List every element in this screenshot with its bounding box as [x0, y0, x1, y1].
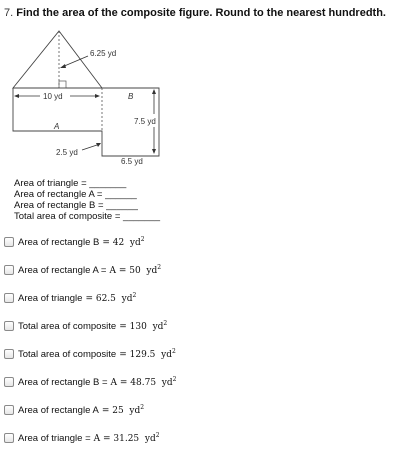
option-text: Total area of composite [18, 320, 117, 332]
option-value: A = 31.25 [93, 434, 140, 444]
option-value: A = 50 [109, 266, 141, 276]
checkbox[interactable] [4, 237, 14, 247]
option-text: Area of triangle = [18, 432, 91, 444]
option-text: Area of rectangle B = [18, 376, 108, 388]
exponent: 2 [132, 292, 137, 299]
option-unit: yd [152, 322, 164, 332]
option-value: A = 48.75 [110, 378, 157, 388]
checkbox[interactable] [4, 433, 14, 443]
composite-figure [0, 26, 200, 171]
exponent: 2 [172, 376, 177, 383]
width-arrow-right-head [95, 94, 100, 98]
exponent: 2 [155, 432, 160, 439]
option-value: = 42 [102, 238, 125, 248]
area-blanks [14, 178, 160, 222]
option-5[interactable] [4, 346, 176, 362]
option-math [109, 264, 161, 276]
width-arrow-left-head [14, 94, 19, 98]
option-unit: yd [161, 378, 173, 388]
option-6[interactable] [4, 374, 176, 390]
triangle-shape [13, 31, 102, 88]
checkbox[interactable] [4, 293, 14, 303]
checkbox[interactable] [4, 321, 14, 331]
exponent: 2 [140, 236, 145, 243]
checkbox[interactable] [4, 405, 14, 415]
option-value: = 62.5 [85, 294, 116, 304]
option-math [119, 320, 167, 332]
exponent: 2 [172, 348, 176, 355]
option-unit: yd [129, 238, 141, 248]
checkbox[interactable] [4, 377, 14, 387]
checkbox[interactable] [4, 349, 14, 359]
option-math [102, 404, 144, 416]
area-rect-a-line: Area of rectangle A = ______ [14, 189, 137, 200]
option-value: = 25 [101, 406, 124, 416]
label-a: A [54, 122, 60, 131]
option-math [85, 292, 136, 304]
option-math [111, 376, 177, 388]
option-7[interactable] [4, 402, 144, 418]
question-heading [4, 7, 386, 19]
slant-pointer [62, 56, 88, 67]
exponent: 2 [140, 404, 145, 411]
bottom-label: 6.5 yd [121, 157, 143, 166]
area-triangle-line: Area of triangle = _______ [14, 178, 127, 189]
option-text: Area of rectangle A [18, 404, 99, 416]
option-3[interactable] [4, 290, 136, 306]
option-value: = 129.5 [119, 350, 156, 360]
option-value: = 130 [119, 322, 147, 332]
option-8[interactable] [4, 430, 160, 446]
option-math [102, 236, 144, 248]
exponent: 2 [163, 320, 168, 327]
right-angle-mark [59, 81, 66, 88]
question-number: 7. [4, 7, 14, 19]
option-unit: yd [129, 406, 141, 416]
option-math [94, 432, 160, 444]
height-right-label: 7.5 yd [134, 117, 156, 126]
option-text: Area of rectangle A = [18, 264, 107, 276]
question-text: Find the area of the composite figure. Round to the nearest hundredth. [16, 7, 386, 19]
option-unit: yd [146, 266, 158, 276]
checkbox[interactable] [4, 265, 14, 275]
option-text: Area of triangle [18, 292, 83, 304]
option-2[interactable] [4, 262, 161, 278]
height-arrow-bottom-head [152, 149, 156, 154]
slant-label: 6.25 yd [90, 49, 117, 58]
label-b: B [128, 92, 134, 101]
option-4[interactable] [4, 318, 167, 334]
slant-pointer-head [60, 64, 66, 68]
option-math [119, 348, 176, 360]
option-unit: yd [144, 434, 156, 444]
option-unit: yd [121, 294, 133, 304]
height-left-label: 2.5 yd [56, 148, 78, 157]
option-unit: yd [161, 350, 172, 360]
option-text: Area of rectangle B [18, 236, 100, 248]
exponent: 2 [157, 264, 162, 271]
area-total-line: Total area of composite = _______ [14, 211, 161, 222]
height-arrow-top-head [152, 89, 156, 94]
option-1[interactable] [4, 234, 145, 250]
option-text: Total area of composite [18, 348, 117, 360]
area-rect-b-line: Area of rectangle B = ______ [14, 200, 138, 211]
width-label: 10 yd [43, 92, 63, 101]
